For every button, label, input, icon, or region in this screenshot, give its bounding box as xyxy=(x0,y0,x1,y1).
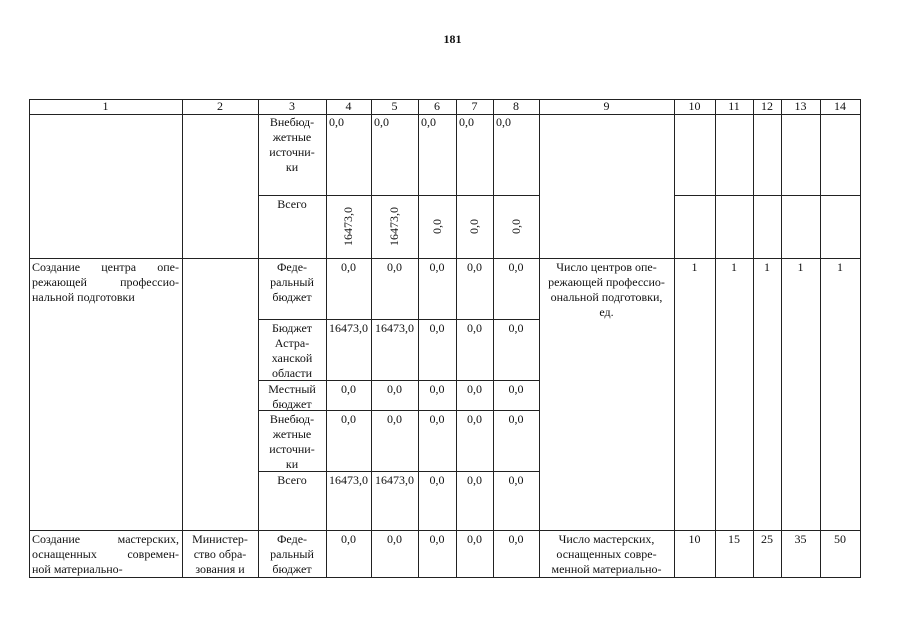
amount-value: 0,0 xyxy=(429,260,445,274)
activity-name: Создание мастерских, оснащенных современ- ной материально- xyxy=(32,532,179,576)
amount-value: 0,0 xyxy=(508,260,524,274)
column-header-4: 4 xyxy=(345,99,352,113)
target-value: 1 xyxy=(731,260,737,274)
column-rule-4 xyxy=(371,99,372,577)
amount-value: 0,0 xyxy=(387,532,402,546)
column-rule-11 xyxy=(753,99,754,577)
column-rule-2 xyxy=(258,99,259,577)
amount-value-rotated: 0,0 xyxy=(508,219,523,234)
amount-value-rotated: 16473,0 xyxy=(387,207,401,246)
column-header-11: 11 xyxy=(728,99,740,113)
target-value: 15 xyxy=(728,532,740,546)
amount-value: 0,0 xyxy=(341,532,356,546)
column-header-3: 3 xyxy=(289,99,295,113)
amount-value: 0,0 xyxy=(508,473,524,487)
amount-value: 0,0 xyxy=(429,321,445,335)
amount-value: 0,0 xyxy=(341,260,356,274)
column-rule-9 xyxy=(674,99,675,577)
funding-source: Феде- ральный бюджет xyxy=(270,260,314,304)
executor-name: Министер- ство обра- зования и xyxy=(192,532,248,576)
indicator-name: Число мастерских, оснащенных совре- менной материально- xyxy=(551,532,662,576)
column-rule-10 xyxy=(715,99,716,577)
block-b-bottom-rule xyxy=(29,530,861,531)
target-value: 50 xyxy=(834,532,846,546)
column-header-8: 8 xyxy=(513,99,519,113)
funding-source: Местный бюджет xyxy=(268,382,316,411)
target-value: 1 xyxy=(837,260,843,274)
column-rule-3 xyxy=(326,99,327,577)
target-value: 10 xyxy=(688,532,701,546)
target-value: 35 xyxy=(794,532,807,546)
amount-value: 0,0 xyxy=(496,115,511,129)
column-rule-0 xyxy=(29,99,30,577)
amount-value: 0,0 xyxy=(467,382,482,396)
column-header-12: 12 xyxy=(761,99,773,113)
amount-value: 0,0 xyxy=(467,412,482,426)
block-b-row-rule-1 xyxy=(258,319,540,320)
funding-source: Феде- ральный бюджет xyxy=(270,532,314,576)
table-bottom-rule xyxy=(29,577,861,578)
column-rule-5 xyxy=(418,99,419,577)
program-table xyxy=(29,99,860,577)
amount-value: 0,0 xyxy=(467,532,482,546)
amount-value-rotated: 16473,0 xyxy=(341,207,355,246)
target-value: 1 xyxy=(797,260,804,274)
column-rule-12 xyxy=(781,99,782,577)
amount-value: 0,0 xyxy=(508,532,524,546)
target-value: 1 xyxy=(764,260,770,274)
target-value: 1 xyxy=(691,260,698,274)
column-rule-7 xyxy=(493,99,494,577)
column-header-2: 2 xyxy=(217,99,223,113)
column-rule-1 xyxy=(182,99,183,577)
column-header-10: 10 xyxy=(688,99,701,113)
amount-value: 0,0 xyxy=(508,321,524,335)
column-header-7: 7 xyxy=(471,99,478,113)
amount-value: 0,0 xyxy=(341,382,356,396)
indicator-name: Число центров опе- режающей профессио- ональной подготовки, ед. xyxy=(548,260,665,319)
amount-value: 0,0 xyxy=(459,115,474,129)
activity-name: Создание центра опе- режающей профессио- нальной подготовки xyxy=(32,260,179,304)
amount-value: 0,0 xyxy=(429,412,445,426)
funding-source: Бюджет Астра- ханской области xyxy=(271,321,313,380)
amount-value: 0,0 xyxy=(387,260,402,274)
amount-value: 0,0 xyxy=(374,115,389,129)
column-rule-14 xyxy=(860,99,861,577)
amount-value: 0,0 xyxy=(341,412,356,426)
column-header-1: 1 xyxy=(102,99,109,113)
funding-source: Внебюд- жетные источни- ки xyxy=(269,412,315,471)
amount-value: 0,0 xyxy=(467,473,482,487)
amount-value: 0,0 xyxy=(467,260,482,274)
column-rule-8 xyxy=(539,99,540,577)
block-a-target-rule xyxy=(674,195,861,196)
column-header-14: 14 xyxy=(834,99,846,113)
amount-value: 0,0 xyxy=(387,412,402,426)
page-number: 181 xyxy=(443,32,462,46)
amount-value: 0,0 xyxy=(508,382,524,396)
amount-value: 0,0 xyxy=(429,532,445,546)
block-a-row-rule xyxy=(258,195,540,196)
column-header-5: 5 xyxy=(391,99,398,113)
column-header-9: 9 xyxy=(603,99,610,113)
funding-source: Всего xyxy=(277,473,307,487)
amount-value: 0,0 xyxy=(508,412,524,426)
amount-value-rotated: 0,0 xyxy=(429,219,444,234)
amount-value: 0,0 xyxy=(467,321,482,335)
column-rule-6 xyxy=(456,99,457,577)
column-header-6: 6 xyxy=(434,99,440,113)
column-header-13: 13 xyxy=(794,99,807,113)
funding-source-total: Всего xyxy=(277,197,307,211)
column-rule-13 xyxy=(820,99,821,577)
amount-value: 0,0 xyxy=(421,115,436,129)
amount-value: 0,0 xyxy=(387,382,402,396)
amount-value-rotated: 0,0 xyxy=(467,219,481,234)
amount-value: 16473,0 xyxy=(375,473,414,487)
funding-source: Внебюд- жетные источни- ки xyxy=(269,115,315,174)
amount-value: 0,0 xyxy=(429,473,445,487)
amount-value: 0,0 xyxy=(429,382,445,396)
amount-value: 16473,0 xyxy=(329,321,368,335)
amount-value: 16473,0 xyxy=(329,473,368,487)
amount-value: 0,0 xyxy=(329,115,344,129)
block-a-bottom-rule xyxy=(29,258,861,259)
amount-value: 16473,0 xyxy=(375,321,414,335)
target-value: 25 xyxy=(761,532,773,546)
